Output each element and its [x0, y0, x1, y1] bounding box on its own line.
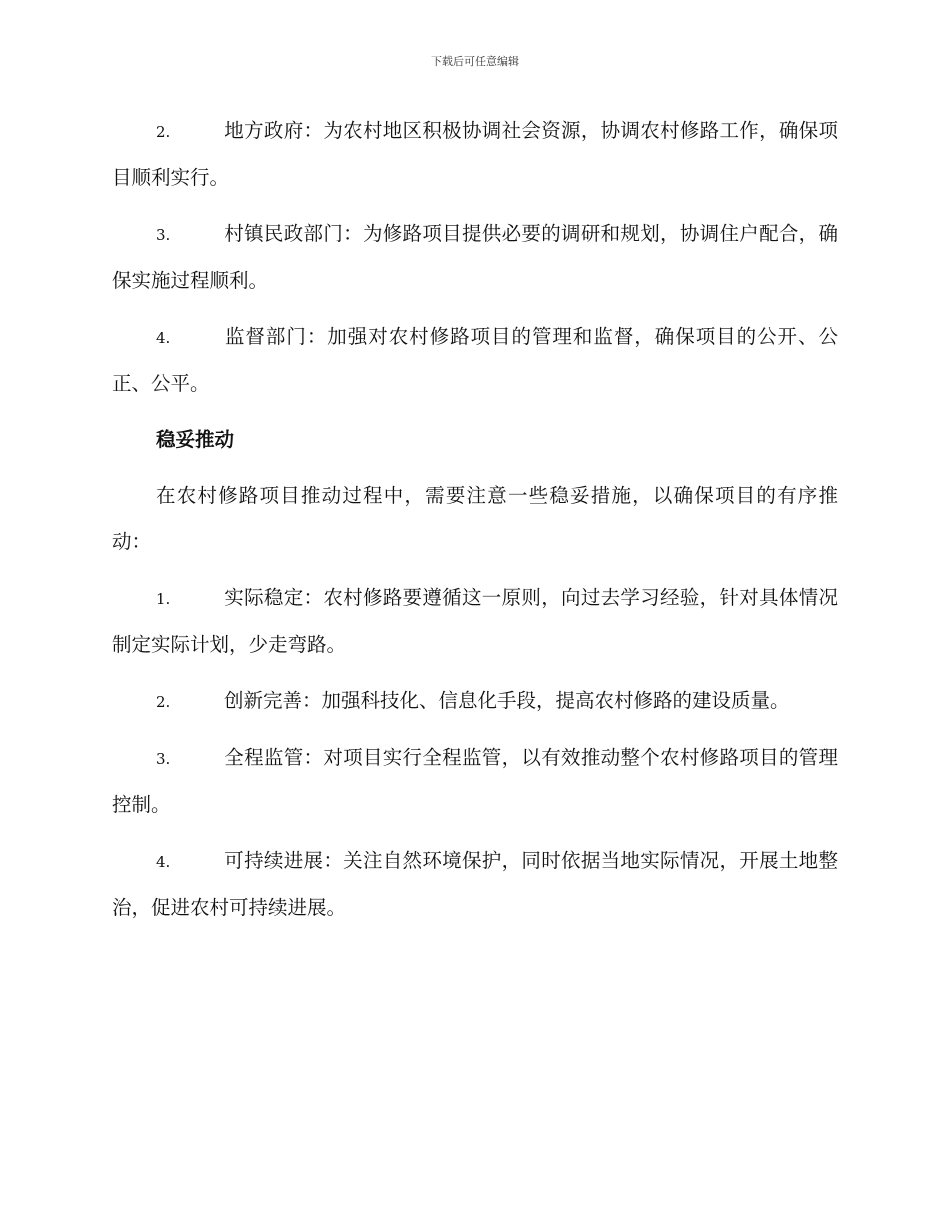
list-number: 1.	[156, 590, 171, 608]
list-text: 实际稳定：农村修路要遵循这一原则，向过去学习经验，针对具体情况制定实际计划，少走弯路。	[112, 586, 838, 656]
list-number: 3.	[156, 226, 171, 244]
list-number: 3.	[156, 750, 171, 768]
list-number: 2.	[156, 693, 171, 711]
list-item	[112, 575, 838, 668]
intro-paragraph: 在农村修路项目推动过程中，需要注意一些稳妥措施，以确保项目的有序推动：	[112, 484, 838, 553]
list-number: 2.	[156, 123, 171, 141]
list-text: 地方政府：为农村地区积极协调社会资源，协调农村修路工作，确保项目顺利实行。	[112, 119, 838, 189]
page-header: 下载后可任意编辑	[431, 55, 519, 68]
list-number: 4.	[156, 853, 171, 871]
list-item	[112, 678, 838, 725]
section-heading: 稳妥推动	[156, 428, 235, 451]
list-text: 创新完善：加强科技化、信息化手段，提高农村修路的建设质量。	[224, 689, 790, 712]
list-number: 4.	[156, 329, 171, 347]
list-item	[112, 838, 838, 931]
list-text: 村镇民政部门：为修路项目提供必要的调研和规划，协调住户配合，确保实施过程顺利。	[112, 222, 838, 292]
list-text: 全程监管：对项目实行全程监管，以有效推动整个农村修路项目的管理控制。	[112, 746, 838, 816]
list-text: 可持续进展：关注自然环境保护，同时依据当地实际情况，开展土地整治，促进农村可持续进展。	[112, 849, 838, 919]
list-text: 监督部门：加强对农村修路项目的管理和监督，确保项目的公开、公正、公平。	[112, 325, 838, 395]
list-item	[112, 108, 838, 201]
list-item	[112, 735, 838, 828]
list-item	[112, 211, 838, 304]
list-item	[112, 314, 838, 407]
document-body	[112, 108, 838, 941]
